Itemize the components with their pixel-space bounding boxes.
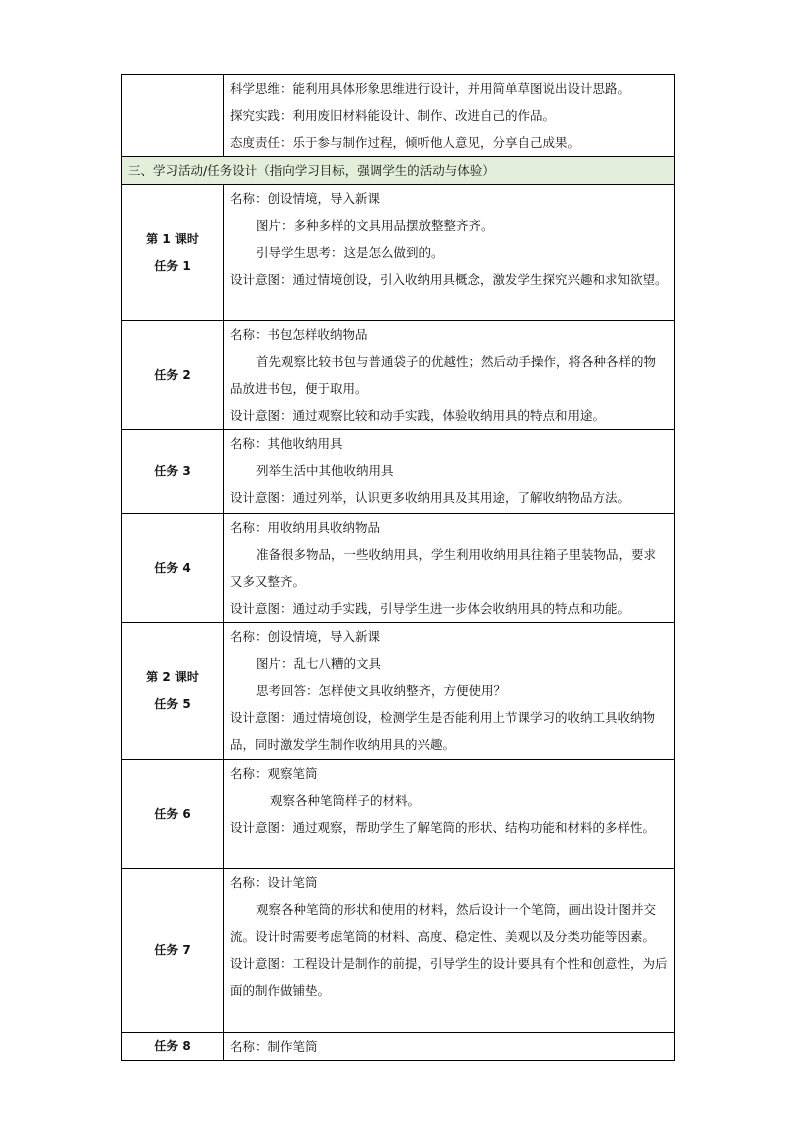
- task-content-cell: [224, 869, 675, 1033]
- task-name: 名称：制作笔筒: [230, 1039, 318, 1054]
- task-row: [122, 514, 675, 623]
- task-row: [122, 623, 675, 760]
- task-row: [122, 430, 675, 514]
- task-label-cell: [122, 1033, 224, 1061]
- lesson-label: 第 1 课时: [146, 231, 199, 246]
- task-line: 思考回答：怎样使文具收纳整齐，方便使用？: [256, 683, 507, 698]
- task-label-cell: [122, 321, 224, 430]
- task-label: 任务 1: [154, 258, 191, 273]
- task-label-cell: [122, 623, 224, 760]
- task-line: 引导学生思考：这是怎么做到的。: [256, 245, 444, 260]
- task-label: 任务 8: [154, 1039, 191, 1053]
- task-content-cell: [224, 514, 675, 623]
- task-line: 观察各种笔筒样子的材料。: [270, 793, 421, 808]
- task-line: 准备很多物品，一些收纳用具，学生利用收纳用具往箱子里装物品，要求又多又整齐。: [230, 547, 657, 589]
- task-label-cell: [122, 760, 224, 869]
- task-content-cell: [224, 430, 675, 514]
- task-row: [122, 760, 675, 869]
- design-intent: 设计意图：通过情境创设，检测学生是否能利用上节课学习的收纳工具收纳物品，同时激发学生制作收纳用具的兴趣。: [230, 710, 656, 752]
- objectives-left-cell: [122, 75, 224, 157]
- task-row: [122, 1033, 675, 1061]
- document-page: [121, 74, 674, 1061]
- task-content-cell: [224, 185, 675, 321]
- lesson-plan-table: [121, 74, 675, 1061]
- task-label: 任务 2: [154, 367, 191, 382]
- task-line: 列举生活中其他收纳用具: [256, 463, 394, 478]
- task-row: [122, 321, 675, 430]
- task-label-cell: [122, 430, 224, 514]
- task-row: [122, 869, 675, 1033]
- objective-line: 态度责任：乐于参与制作过程，倾听他人意见，分享自己成果。: [230, 135, 581, 150]
- task-content-cell: [224, 623, 675, 760]
- task-label-cell: [122, 185, 224, 321]
- task-label: 任务 7: [154, 943, 191, 957]
- objectives-cell: [224, 75, 675, 157]
- task-line: 观察各种笔筒的形状和使用的材料，然后设计一个笔筒，画出设计图并交流。设计时需要考虑笔筒的材料、高度、稳定性、美观以及分类功能等因素。: [230, 902, 657, 944]
- section-header: 三、学习活动/任务设计（指向学习目标，强调学生的活动与体验）: [122, 157, 675, 185]
- design-intent: 设计意图：工程设计是制作的前提，引导学生的设计要具有个性和创意性，为后面的制作做铺垫。: [230, 956, 668, 998]
- task-label-cell: [122, 869, 224, 1033]
- task-name: 名称：书包怎样收纳物品: [230, 327, 368, 342]
- task-label: 任务 4: [154, 560, 191, 575]
- objective-line: 科学思维：能利用具体形象思维进行设计，并用简单草图说出设计思路。: [230, 81, 631, 96]
- objectives-row: [122, 75, 675, 157]
- design-intent: 设计意图：通过观察，帮助学生了解笔筒的形状、结构功能和材料的多样性。: [230, 820, 656, 835]
- task-content-cell: [224, 321, 675, 430]
- objective-line: 探究实践：利用废旧材料能设计、制作、改进自己的作品。: [230, 108, 556, 123]
- task-line: 首先观察比较书包与普通袋子的优越性；然后动手操作，将各种各样的物品放进书包，便于取用。: [230, 354, 657, 396]
- task-name: 名称：其他收纳用具: [230, 436, 343, 451]
- task-name: 名称：用收纳用具收纳物品: [230, 520, 381, 535]
- task-label: 任务 5: [154, 697, 191, 711]
- task-content-cell: [224, 760, 675, 869]
- task-line: 图片：多种多样的文具用品摆放整整齐齐。: [256, 218, 494, 233]
- task-name: 名称：设计笔筒: [230, 875, 318, 890]
- task-label-cell: [122, 514, 224, 623]
- section-header-row: [122, 157, 675, 185]
- task-label: 任务 6: [154, 806, 191, 821]
- task-content-cell: [224, 1033, 675, 1061]
- design-intent: 设计意图：通过情境创设，引入收纳用具概念，激发学生探究兴趣和求知欲望。: [230, 272, 668, 287]
- task-name: 名称：创设情境，导入新课: [230, 629, 381, 644]
- task-name: 名称：观察笔筒: [230, 766, 318, 781]
- design-intent: 设计意图：通过观察比较和动手实践，体验收纳用具的特点和用途。: [230, 408, 606, 423]
- design-intent: 设计意图：通过列举，认识更多收纳用具及其用途，了解收纳物品方法。: [230, 490, 631, 505]
- task-line: 图片：乱七八糟的文具: [256, 656, 382, 671]
- task-name: 名称：创设情境，导入新课: [230, 191, 381, 206]
- task-label: 任务 3: [154, 464, 191, 478]
- design-intent: 设计意图：通过动手实践，引导学生进一步体会收纳用具的特点和功能。: [230, 601, 631, 616]
- task-row: [122, 185, 675, 321]
- lesson-label: 第 2 课时: [146, 670, 199, 684]
